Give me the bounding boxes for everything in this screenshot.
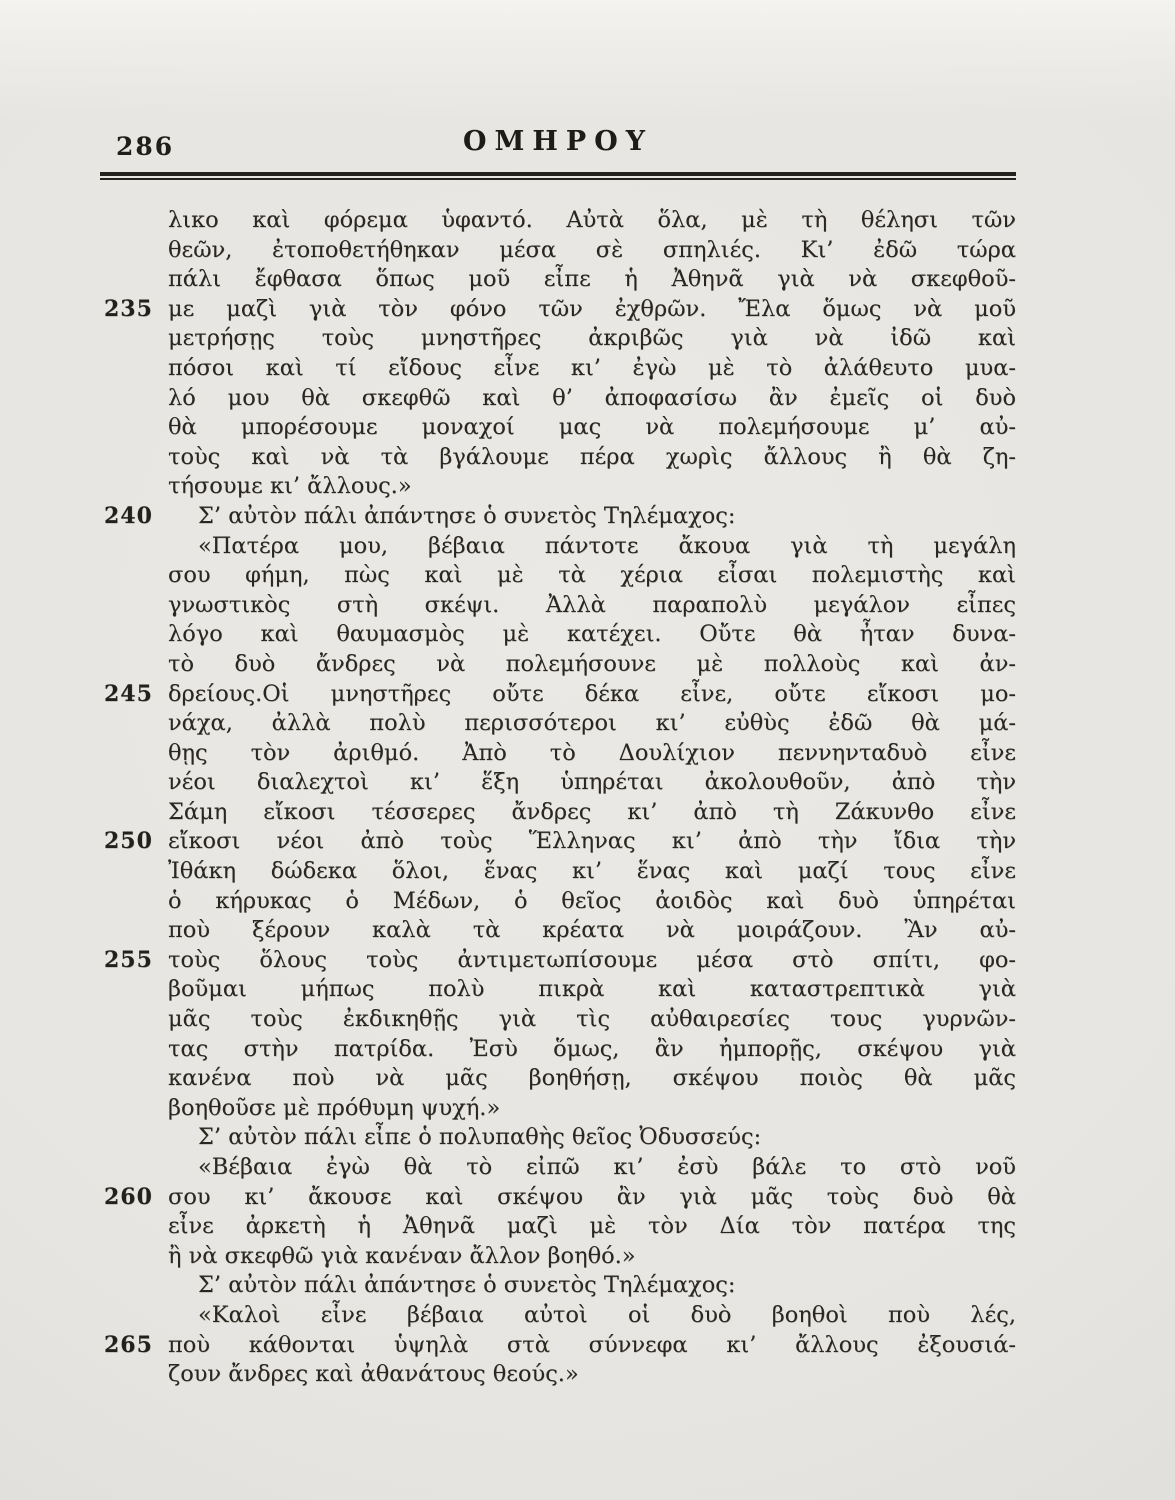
verse-text: εἶνε ἀρκετὴ ἡ Ἀθηνᾶ μαζὶ μὲ τὸν Δία τὸν πατέρα της [168, 1213, 1016, 1240]
verse-text: ποὺ ξέρουν καλὰ τὰ κρέατα νὰ μοιράζουν. Ἂν αὐ- [168, 917, 1016, 944]
verse-text: μᾶς τοὺς ἐκδικηθῇς γιὰ τὶς αὐθαιρεσίες τους γυρνῶν- [168, 1006, 1016, 1033]
verse-text: με μαζὶ γιὰ τὸν φόνο τῶν ἐχθρῶν. Ἔλα ὅμως νὰ μοῦ [168, 295, 1016, 322]
page-title: ΟΜΗΡΟΥ [462, 126, 654, 157]
verse-text: λικο καὶ φόρεμα ὑφαντό. Αὐτὰ ὅλα, μὲ τὴ θέλησι τῶν [168, 207, 1016, 233]
text-line [100, 532, 1016, 562]
text-line [100, 887, 1016, 917]
verse-text: γνωστικὸς στὴ σκέψι. Ἀλλὰ παραπολὺ μεγάλον εἶπες [168, 591, 1016, 618]
verse-text: Σ’ αὐτὸν πάλι ἀπάντησε ὁ συνετὸς Τηλέμαχος: [198, 1272, 736, 1299]
verse-text: Σάμη εἴκοσι τέσσερες ἄνδρες κι’ ἀπὸ τὴ Ζάκυνθο εἶνε [168, 798, 1016, 825]
text-line [100, 1331, 1016, 1361]
verse-text: Ἰθάκη δώδεκα ὅλοι, ἕνας κι’ ἕνας καὶ μαζί τους εἶνε [168, 858, 1016, 885]
verse-text: θῃς τὸν ἀριθμό. Ἀπὸ τὸ Δουλίχιον πεννηνταδυὸ εἶνε [168, 739, 1016, 766]
verse-text: πόσοι καὶ τί εἴδους εἶνε κι’ ἐγὼ μὲ τὸ ἀλάθευτο μυα- [168, 354, 1016, 381]
verse-text: θὰ μπορέσουμε μοναχοί μας νὰ πολεμήσουμε μ’ αὐ- [168, 414, 1016, 441]
text-line [100, 591, 1016, 621]
verse-text: λό μου θὰ σκεφθῶ καὶ θ’ ἀποφασίσω ἂν ἐμεῖς οἱ δυὸ [168, 384, 1016, 411]
verse-text: κανένα ποὺ νὰ μᾶς βοηθήσῃ, σκέψου ποιὸς θὰ μᾶς [168, 1065, 1016, 1092]
text-line [100, 236, 1016, 266]
verse-text: τοὺς καὶ νὰ τὰ βγάλουμε πέρα χωρὶς ἄλλους ἢ θὰ ζη- [168, 443, 1016, 470]
verse-text: «Βέβαια ἐγὼ θὰ τὸ εἰπῶ κι’ ἐσὺ βάλε το στὸ νοῦ [198, 1154, 1016, 1180]
text-line [100, 650, 1016, 680]
page-header [100, 124, 1016, 172]
text-line [100, 354, 1016, 384]
text-line [100, 857, 1016, 887]
text-line [100, 1212, 1016, 1242]
text-line [100, 739, 1016, 769]
text-line [100, 265, 1016, 295]
verse-text: θεῶν, ἐτοποθετήθηκαν μέσα σὲ σπηλιές. Κι’ ἐδῶ τώρα [168, 236, 1016, 263]
text-line [100, 1005, 1016, 1035]
text-line [100, 472, 1016, 502]
verse-text: βοῦμαι μήπως πολὺ πικρὰ καὶ καταστρεπτικὰ γιὰ [168, 976, 1016, 1003]
verse-number: 250 [104, 828, 153, 855]
text-line [100, 443, 1016, 473]
text-line [100, 827, 1016, 857]
text-line [100, 1064, 1016, 1094]
text-line [100, 561, 1016, 591]
text-line [100, 946, 1016, 976]
text-line [100, 1301, 1016, 1331]
text-lines [100, 206, 1016, 1390]
verse-text: ζουν ἄνδρες καὶ ἀθανάτους θεούς.» [168, 1361, 579, 1388]
verse-number: 265 [104, 1331, 153, 1358]
text-line [100, 1271, 1016, 1301]
verse-number: 245 [104, 680, 153, 707]
text-line [100, 1123, 1016, 1153]
verse-text: ποὺ κάθονται ὑψηλὰ στὰ σύννεφα κι’ ἄλλους ἐξουσιά- [168, 1331, 1016, 1358]
verse-text: ὁ κήρυκας ὁ Μέδων, ὁ θεῖος ἀοιδὸς καὶ δυὸ ὑπηρέται [168, 887, 1016, 914]
text-line [100, 502, 1016, 532]
text-line [100, 384, 1016, 414]
verse-text: Σ’ αὐτὸν πάλι ἀπάντησε ὁ συνετὸς Τηλέμαχος: [198, 502, 736, 529]
verse-text: νέοι διαλεχτοὶ κι’ ἕξη ὑπηρέται ἀκολουθοῦν, ἀπὸ τὴν [168, 769, 1016, 796]
verse-text: «Πατέρα μου, βέβαια πάντοτε ἄκουα γιὰ τὴ μεγάλη [198, 532, 1016, 559]
text-line [100, 1094, 1016, 1124]
verse-number: 260 [104, 1183, 153, 1210]
verse-text: Σ’ αὐτὸν πάλι εἶπε ὁ πολυπαθὴς θεῖος Ὀδυσσεύς: [198, 1124, 762, 1151]
verse-text: τας στὴν πατρίδα. Ἐσὺ ὅμως, ἂν ἠμπορῇς, σκέψου γιὰ [168, 1035, 1016, 1062]
text-line [100, 975, 1016, 1005]
verse-number: 255 [104, 946, 153, 973]
verse-text: «Καλοὶ εἶνε βέβαια αὐτοὶ οἱ δυὸ βοηθοὶ ποὺ λές, [198, 1301, 1016, 1328]
verse-number: 240 [104, 502, 153, 529]
verse-text: μετρήσῃς τοὺς μνηστῆρες ἀκριβῶς γιὰ νὰ ἰδῶ καὶ [168, 325, 1016, 352]
verse-text: ἢ νὰ σκεφθῶ γιὰ κανέναν ἄλλον βοηθό.» [168, 1242, 636, 1269]
text-line [100, 1035, 1016, 1065]
text-line [100, 709, 1016, 739]
text-line [100, 798, 1016, 828]
text-line [100, 1183, 1016, 1213]
verse-text: τὸ δυὸ ἄνδρες νὰ πολεμήσουνε μὲ πολλοὺς καὶ ἀν- [168, 650, 1016, 677]
text-line [100, 620, 1016, 650]
text-line [100, 324, 1016, 354]
verse-text: νάχα, ἀλλὰ πολὺ περισσότεροι κι’ εὐθὺς ἐδῶ θὰ μά- [168, 710, 1016, 737]
text-line [100, 680, 1016, 710]
text-line [100, 295, 1016, 325]
verse-text: βοηθοῦσε μὲ πρόθυμη ψυχή.» [168, 1094, 501, 1121]
verse-text: εἴκοσι νέοι ἀπὸ τοὺς Ἕλληνας κι’ ἀπὸ τὴν ἴδια τὴν [168, 828, 1016, 855]
text-line [100, 413, 1016, 443]
header-rule [100, 172, 1016, 180]
text-line [100, 1360, 1016, 1390]
page-number: 286 [116, 132, 175, 161]
verse-number: 235 [104, 295, 153, 322]
text-line [100, 1242, 1016, 1272]
verse-text: τήσουμε κι’ ἄλλους.» [168, 473, 412, 500]
verse-text: λόγο καὶ θαυμασμὸς μὲ κατέχει. Οὔτε θὰ ἦταν δυνα- [168, 621, 1016, 648]
verse-text: σου φήμη, πὼς καὶ μὲ τὰ χέρια εἶσαι πολεμιστὴς καὶ [168, 562, 1016, 589]
page-content [100, 124, 1016, 1390]
verse-text: πάλι ἔφθασα ὅπως μοῦ εἶπε ἡ Ἀθηνᾶ γιὰ νὰ σκεφθοῦ- [168, 266, 1016, 293]
text-line [100, 916, 1016, 946]
verse-text: δρείους.Οἱ μνηστῆρες οὔτε δέκα εἶνε, οὔτε εἴκοσι μο- [168, 680, 1016, 707]
text-line [100, 206, 1016, 236]
verse-text: τοὺς ὅλους τοὺς ἀντιμετωπίσουμε μέσα στὸ σπίτι, φο- [168, 946, 1016, 973]
verse-text: σου κι’ ἄκουσε καὶ σκέψου ἂν γιὰ μᾶς τοὺς δυὸ θὰ [168, 1183, 1016, 1210]
text-line [100, 768, 1016, 798]
text-line [100, 1153, 1016, 1183]
